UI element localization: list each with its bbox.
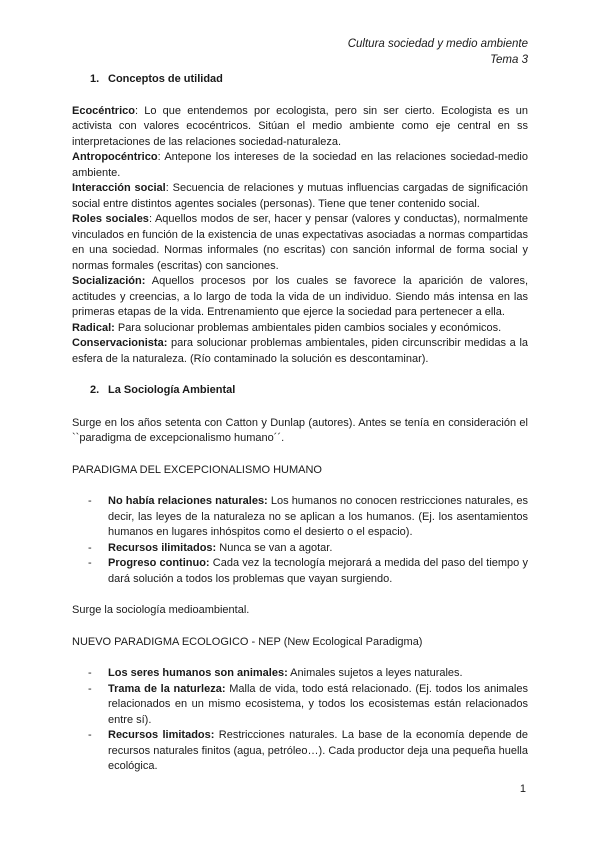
definition-item: Conservacionista: para solucionar problemas ambientales, piden circunscribir medidas a la esfera de la naturaleza. (Río contaminado la solución es descontaminar). <box>72 337 528 365</box>
definition-item: Ecocéntrico: Lo que entendemos por ecologista, pero sin ser cierto. Ecologista es un activista con valores ecocéntricos. Sitúan el medio ambiente como eje central en ss interpretaciones de las relaciones sociedad-naturaleza. <box>72 104 528 148</box>
list-item: - Trama de la naturleza: Malla de vida, todo está relacionado. (Ej. todos los animales relacionados en un mismo ecosistema, y todos los ecosistemas están relacionados entre sí). <box>88 682 528 726</box>
paradigm-1-title: PARADIGMA DEL EXCEPCIONALISMO HUMANO <box>72 463 322 476</box>
section-2-number: 2. <box>90 384 100 396</box>
section-1-title: Conceptos de utilidad <box>108 73 223 85</box>
list-item: - Recursos limitados: Restricciones naturales. La base de la economía depende de recursos naturales finitos (agua, petróleo…). Cada productor deja una pequeña huella ecológica. <box>88 729 528 772</box>
definition-item: Radical: Para solucionar problemas ambientales piden cambios sociales y económicos. <box>72 321 502 334</box>
page-content <box>72 72 528 775</box>
paradigm-2-list <box>72 666 528 775</box>
header-topic: Tema 3 <box>490 54 528 66</box>
paradigm-2-title: NUEVO PARADIGMA ECOLOGICO - NEP (New Ecological Paradigma) <box>72 635 423 648</box>
definition-item: Antropocéntrico: Antepone los intereses de la sociedad en las relaciones sociedad-medio ambiente. <box>72 151 528 179</box>
section-1-number: 1. <box>90 73 100 85</box>
definition-item: Roles sociales: Aquellos modos de ser, hacer y pensar (valores y conductas), normalmente vinculados en función de la existencia de unas expectativas asociadas a normas compartidas en una sociedad. Normas informales (no escritas) con sanción informal de forma social y normas formales (escritas) con sanciones. <box>72 213 528 272</box>
definition-item: Interacción social: Secuencia de relaciones y mutuas influencias cargadas de significación social entre distintos agentes sociales (personas). Tiene que tener contenido social. <box>72 182 528 210</box>
paradigm-1-list <box>72 494 528 587</box>
list-item: - Progreso continuo: Cada vez la tecnología mejorará a medida del paso del tiempo y dará solución a todos los problemas que vayan surgiendo. <box>88 557 528 585</box>
section-2-title: La Sociología Ambiental <box>108 384 236 396</box>
header-course-title: Cultura sociedad y medio ambiente <box>347 38 528 50</box>
list-item: - No había relaciones naturales: Los humanos no conocen restricciones naturales, es decir, las leyes de la naturaleza no se aplican a los humanos. (Ej. los asentamientos humanos en lugares inhóspitos como el desierto o el espacio). <box>88 495 528 538</box>
definitions-list <box>72 104 528 368</box>
page-header <box>348 36 528 68</box>
definition-item: Socialización: Aquellos procesos por los cuales se favorece la aparición de valores, actitudes y creencias, a lo largo de toda la vida de un individuo. Siendo más intensa en las primeras etapas de la vida. Entrenamiento que ejerce la sociedad para pertenecer a ella. <box>72 275 528 318</box>
section-1-heading <box>90 72 528 88</box>
section-2-intro: Surge en los años setenta con Catton y Dunlap (autores). Antes se tenía en consideración el ``paradigma de excepcionalismo humano´´. <box>72 416 528 444</box>
list-item: - Los seres humanos son animales: Animales sujetos a leyes naturales. <box>88 667 463 679</box>
transition-text: Surge la sociología medioambiental. <box>72 604 250 616</box>
list-item: - Recursos ilimitados: Nunca se van a agotar. <box>88 541 333 554</box>
section-2-heading <box>90 383 528 399</box>
page-number: 1 <box>519 783 526 795</box>
